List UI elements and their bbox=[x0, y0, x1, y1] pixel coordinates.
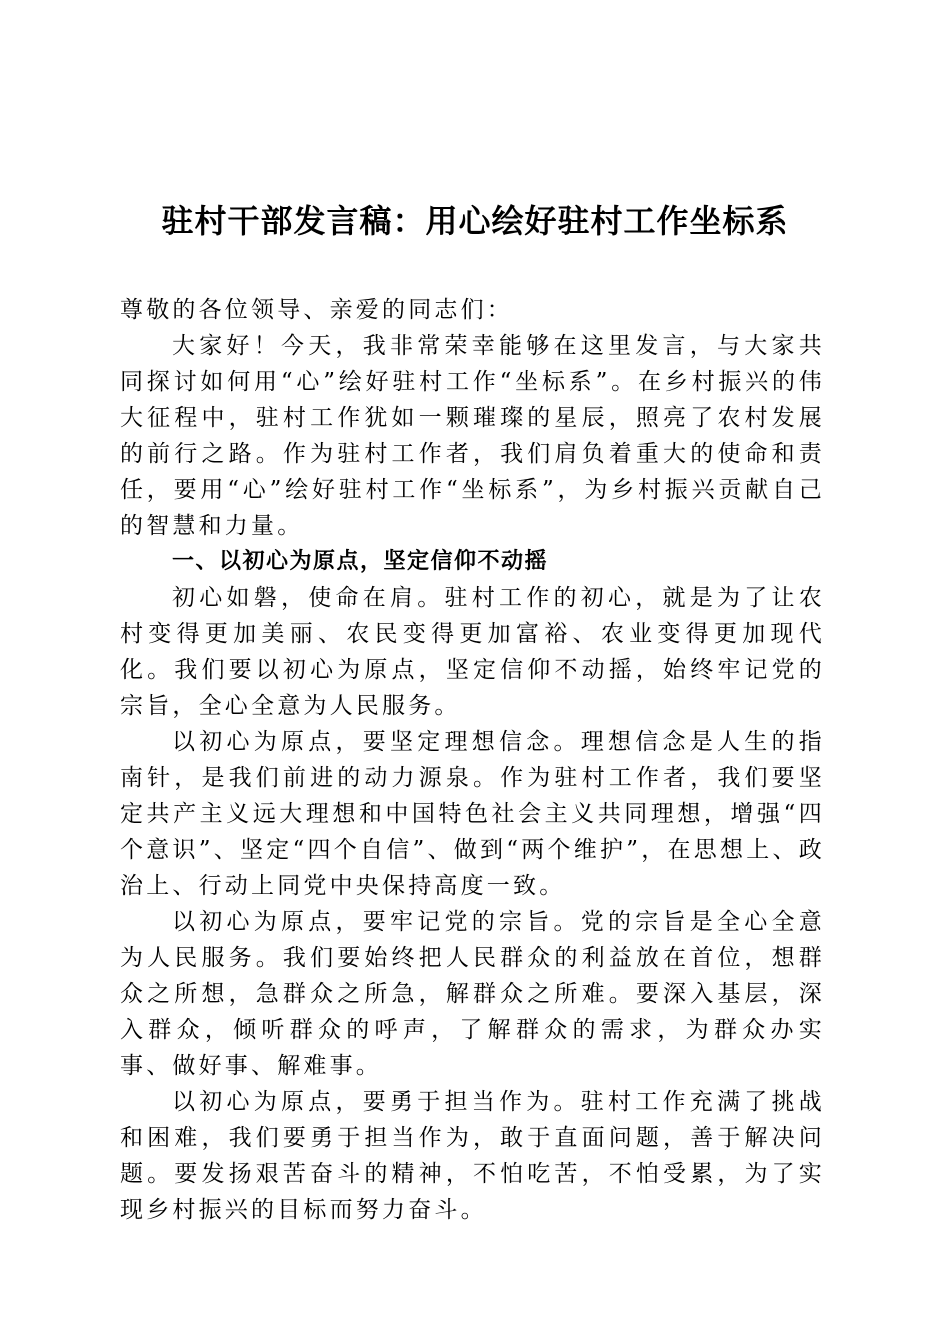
section-paragraph: 以初心为原点，要坚定理想信念。理想信念是人生的指南针，是我们前进的动力源泉。作为驻村工作者，我们要坚定共产主义远大理想和中国特色社会主义共同理想，增强“四个意识”、坚定“四个自信”、做到“两个维护”，在思想上、政治上、行动上同党中央保持高度一致。 bbox=[120, 729, 825, 899]
section-paragraph: 初心如磐，使命在肩。驻村工作的初心，就是为了让农村变得更加美丽、农民变得更加富裕、农业变得更加现代化。我们要以初心为原点，坚定信仰不动摇，始终牢记党的宗旨，全心全意为人民服务。 bbox=[120, 585, 825, 719]
section-paragraph: 以初心为原点，要牢记党的宗旨。党的宗旨是全心全意为人民服务。我们要始终把人民群众的利益放在首位，想群众之所想，急群众之所急，解群众之所难。要深入基层，深入群众，倾听群众的呼声，了解群众的需求，为群众办实事、做好事、解难事。 bbox=[120, 909, 825, 1079]
document-body bbox=[120, 292, 825, 1228]
salutation: 尊敬的各位领导、亲爱的同志们： bbox=[120, 297, 513, 323]
section-heading: 一、以初心为原点，坚定信仰不动摇 bbox=[172, 549, 549, 574]
intro-paragraph: 大家好！今天，我非常荣幸能够在这里发言，与大家共同探讨如何用“心”绘好驻村工作“坐标系”。在乡村振兴的伟大征程中，驻村工作犹如一颗璀璨的星辰，照亮了农村发展的前行之路。作为驻村工作者，我们肩负着重大的使命和责任，要用“心”绘好驻村工作“坐标系”，为乡村振兴贡献自己的智慧和力量。 bbox=[120, 333, 825, 539]
document-title: 驻村干部发言稿：用心绘好驻村工作坐标系 bbox=[161, 202, 789, 240]
section-paragraph: 以初心为原点，要勇于担当作为。驻村工作充满了挑战和困难，我们要勇于担当作为，敢于直面问题，善于解决问题。要发扬艰苦奋斗的精神，不怕吃苦，不怕受累，为了实现乡村振兴的目标而努力奋斗。 bbox=[120, 1089, 825, 1223]
